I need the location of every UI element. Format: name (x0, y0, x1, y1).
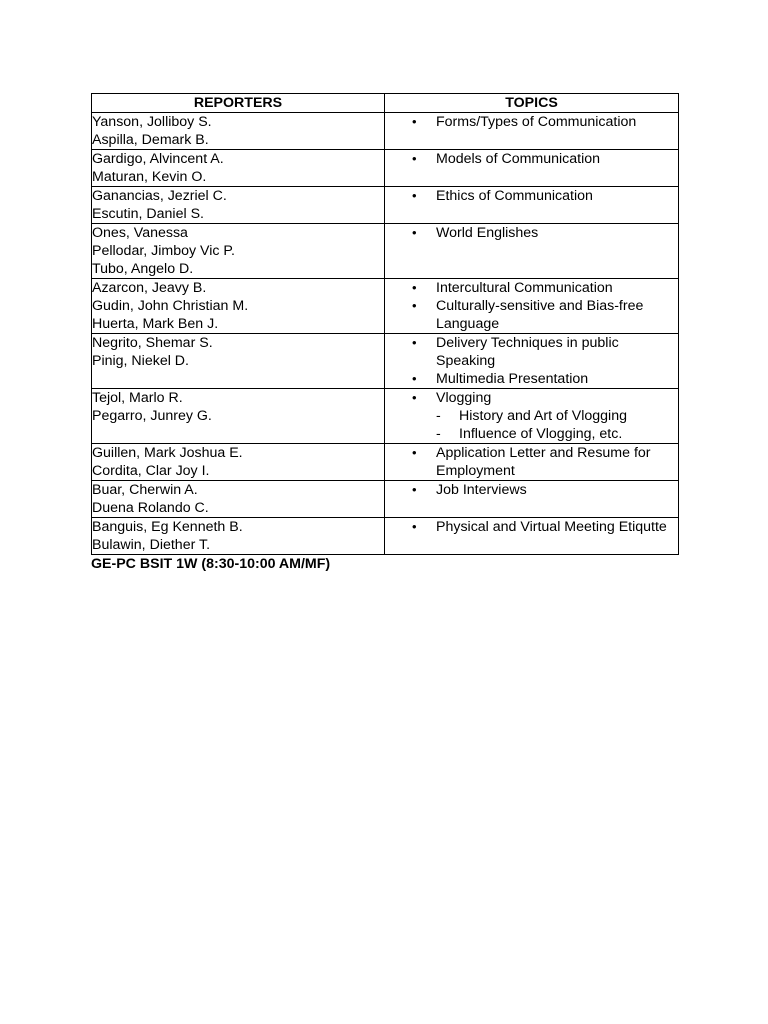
subtopic-item (436, 407, 678, 425)
bullet-icon: • (412, 188, 417, 203)
reporter-name: Pinig, Niekel D. (92, 353, 189, 369)
topic-text: Multimedia Presentation (436, 371, 589, 387)
topics-cell (385, 444, 679, 481)
topic-list (385, 481, 678, 499)
topic-list (385, 334, 678, 388)
topic-list (385, 224, 678, 242)
reporters-cell (92, 279, 385, 334)
reporters-topics-table (91, 93, 679, 555)
topic-list (385, 187, 678, 205)
topics-cell (385, 518, 679, 555)
topic-text: Physical and Virtual Meeting Etiqutte (436, 519, 667, 535)
topic-item (385, 444, 678, 480)
reporter-name: Tubo, Angelo D. (92, 261, 194, 277)
reporter-name: Guillen, Mark Joshua E. (92, 445, 243, 461)
topic-item (385, 113, 678, 131)
reporter-name: Cordita, Clar Joy I. (92, 463, 210, 479)
reporters-cell (92, 150, 385, 187)
class-schedule-caption: GE-PC BSIT 1W (8:30-10:00 AM/MF) (91, 556, 331, 572)
table-row (92, 444, 679, 481)
reporter-name: Ganancias, Jezriel C. (92, 188, 227, 204)
topic-text: World Englishes (436, 225, 539, 241)
bullet-icon: • (412, 151, 417, 166)
topic-item (385, 187, 678, 205)
reporters-cell (92, 334, 385, 389)
topic-list (385, 279, 678, 333)
table-row (92, 518, 679, 555)
topic-text: Delivery Techniques in public Speaking (436, 335, 619, 369)
reporter-name: Gudin, John Christian M. (92, 298, 249, 314)
bullet-icon: • (412, 225, 417, 240)
topic-item (385, 370, 678, 388)
topics-cell (385, 279, 679, 334)
topics-cell (385, 334, 679, 389)
table-row (92, 334, 679, 389)
reporter-name: Duena Rolando C. (92, 500, 209, 516)
column-header-topics: TOPICS (385, 94, 679, 113)
document-page (91, 93, 678, 573)
topic-item (385, 224, 678, 242)
reporters-cell (92, 444, 385, 481)
topic-text: Job Interviews (436, 482, 527, 498)
bullet-icon: • (412, 298, 417, 313)
table-body (92, 113, 679, 555)
topic-list (385, 150, 678, 168)
reporter-name: Ones, Vanessa (92, 225, 188, 241)
bullet-icon: • (412, 445, 417, 460)
topics-cell (385, 187, 679, 224)
reporter-name: Buar, Cherwin A. (92, 482, 198, 498)
reporters-cell (92, 224, 385, 279)
topic-text: Intercultural Communication (436, 280, 613, 296)
reporter-name: Gardigo, Alvincent A. (92, 151, 224, 167)
topics-cell (385, 150, 679, 187)
table-row (92, 224, 679, 279)
topics-cell (385, 481, 679, 518)
topic-item (385, 297, 678, 333)
topic-text: Forms/Types of Communication (436, 114, 637, 130)
topic-list (385, 444, 678, 480)
topic-item (385, 279, 678, 297)
reporter-name: Pegarro, Junrey G. (92, 408, 212, 424)
bullet-icon: • (412, 280, 417, 295)
topic-item (385, 334, 678, 370)
topics-cell (385, 113, 679, 150)
subtopic-text: History and Art of Vlogging (459, 408, 627, 424)
reporter-name: Negrito, Shemar S. (92, 335, 213, 351)
dash-icon: - (436, 408, 441, 424)
topic-list (385, 113, 678, 131)
column-header-reporters: REPORTERS (92, 94, 385, 113)
subtopic-list (436, 407, 678, 443)
reporters-cell (92, 518, 385, 555)
reporter-name: Pellodar, Jimboy Vic P. (92, 243, 236, 259)
topic-item (385, 518, 678, 536)
topic-item (385, 150, 678, 168)
topic-list (385, 518, 678, 536)
bullet-icon: • (412, 519, 417, 534)
reporters-cell (92, 481, 385, 518)
reporter-name: Huerta, Mark Ben J. (92, 316, 219, 332)
reporters-cell (92, 113, 385, 150)
topic-list (385, 389, 678, 443)
table-header-row (92, 94, 679, 113)
bullet-icon: • (412, 371, 417, 386)
table-row (92, 279, 679, 334)
reporter-name: Azarcon, Jeavy B. (92, 280, 207, 296)
topic-text: Application Letter and Resume for Employment (436, 445, 651, 479)
reporter-name: Yanson, Jolliboy S. (92, 114, 212, 130)
reporter-name: Banguis, Eg Kenneth B. (92, 519, 243, 535)
bullet-icon: • (412, 482, 417, 497)
reporters-cell (92, 389, 385, 444)
table-row (92, 150, 679, 187)
reporter-name: Aspilla, Demark B. (92, 132, 209, 148)
bullet-icon: • (412, 390, 417, 405)
table-row (92, 113, 679, 150)
reporter-name: Maturan, Kevin O. (92, 169, 207, 185)
topic-text: Culturally-sensitive and Bias-free Language (436, 298, 644, 332)
topics-cell (385, 224, 679, 279)
subtopic-text: Influence of Vlogging, etc. (459, 426, 623, 442)
topic-text: Ethics of Communication (436, 188, 593, 204)
reporter-name: Escutin, Daniel S. (92, 206, 204, 222)
topic-text: Vlogging (436, 390, 492, 406)
dash-icon: - (436, 426, 441, 442)
reporter-name: Tejol, Marlo R. (92, 390, 183, 406)
topics-cell (385, 389, 679, 444)
topic-text: Models of Communication (436, 151, 601, 167)
table-row (92, 187, 679, 224)
topic-item (385, 389, 678, 443)
reporter-name: Bulawin, Diether T. (92, 537, 211, 553)
topic-item (385, 481, 678, 499)
table-row (92, 481, 679, 518)
bullet-icon: • (412, 335, 417, 350)
bullet-icon: • (412, 114, 417, 129)
table-row (92, 389, 679, 444)
subtopic-item (436, 425, 678, 443)
reporters-cell (92, 187, 385, 224)
